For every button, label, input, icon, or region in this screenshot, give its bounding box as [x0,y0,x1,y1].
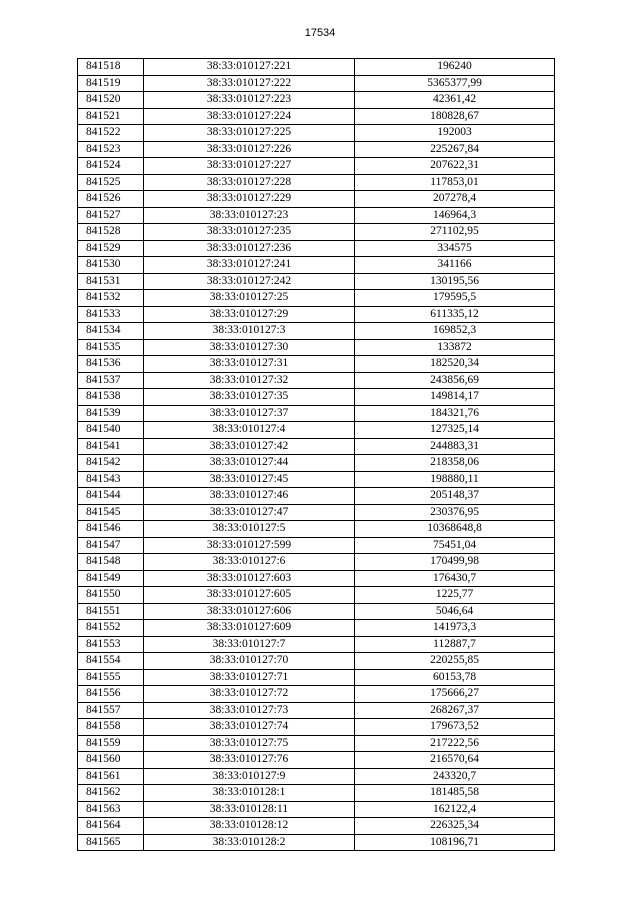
table-row [78,59,555,76]
cadastral-number-cell: 38:33:010127:25 [144,290,355,307]
cadastral-value-cell: 175666,27 [355,686,555,703]
cadastral-value-cell: 130195,56 [355,273,555,290]
cadastral-value-cell: 60153,78 [355,669,555,686]
cadastral-number-cell: 38:33:010127:30 [144,339,355,356]
cadastral-number-cell: 38:33:010127:45 [144,471,355,488]
cadastral-value-cell: 216570,64 [355,752,555,769]
table-row [78,537,555,554]
table-row [78,273,555,290]
cadastral-value-cell: 1225,77 [355,587,555,604]
table-row [78,521,555,538]
table-row [78,570,555,587]
cadastral-number-cell: 38:33:010127:605 [144,587,355,604]
row-number-cell: 841523 [78,141,144,158]
table-row [78,785,555,802]
row-number-cell: 841518 [78,59,144,76]
cadastral-value-cell: 192003 [355,125,555,142]
cadastral-value-cell: 42361,42 [355,92,555,109]
cadastral-number-cell: 38:33:010128:2 [144,834,355,851]
row-number-cell: 841525 [78,174,144,191]
cadastral-value-cell: 162122,4 [355,801,555,818]
cadastral-value-cell: 341166 [355,257,555,274]
table-row [78,653,555,670]
row-number-cell: 841543 [78,471,144,488]
cadastral-number-cell: 38:33:010128:12 [144,818,355,835]
cadastral-number-cell: 38:33:010127:228 [144,174,355,191]
row-number-cell: 841521 [78,108,144,125]
table-row [78,752,555,769]
cadastral-number-cell: 38:33:010127:76 [144,752,355,769]
cadastral-number-cell: 38:33:010127:72 [144,686,355,703]
cadastral-value-cell: 218358,06 [355,455,555,472]
row-number-cell: 841554 [78,653,144,670]
row-number-cell: 841542 [78,455,144,472]
row-number-cell: 841535 [78,339,144,356]
cadastral-value-cell: 271102,95 [355,224,555,241]
cadastral-number-cell: 38:33:010127:222 [144,75,355,92]
table-row [78,240,555,257]
cadastral-number-cell: 38:33:010127:23 [144,207,355,224]
table-row [78,620,555,637]
table-row [78,191,555,208]
cadastral-number-cell: 38:33:010127:74 [144,719,355,736]
cadastral-number-cell: 38:33:010127:42 [144,438,355,455]
cadastral-number-cell: 38:33:010127:225 [144,125,355,142]
table-row [78,818,555,835]
cadastral-number-cell: 38:33:010127:35 [144,389,355,406]
table-row [78,75,555,92]
table-row [78,471,555,488]
cadastral-number-cell: 38:33:010127:224 [144,108,355,125]
cadastral-value-cell: 334575 [355,240,555,257]
cadastral-value-cell: 207622,31 [355,158,555,175]
cadastral-number-cell: 38:33:010127:223 [144,92,355,109]
row-number-cell: 841519 [78,75,144,92]
cadastral-number-cell: 38:33:010127:603 [144,570,355,587]
row-number-cell: 841529 [78,240,144,257]
row-number-cell: 841524 [78,158,144,175]
row-number-cell: 841522 [78,125,144,142]
cadastral-number-cell: 38:33:010127:7 [144,636,355,653]
table-row [78,686,555,703]
cadastral-number-cell: 38:33:010127:9 [144,768,355,785]
cadastral-number-cell: 38:33:010127:5 [144,521,355,538]
table-row [78,636,555,653]
row-number-cell: 841558 [78,719,144,736]
cadastral-value-cell: 243320,7 [355,768,555,785]
cadastral-number-cell: 38:33:010127:37 [144,405,355,422]
cadastral-value-cell: 611335,12 [355,306,555,323]
table-row [78,455,555,472]
cadastral-value-cell: 176430,7 [355,570,555,587]
row-number-cell: 841538 [78,389,144,406]
table-row [78,438,555,455]
row-number-cell: 841539 [78,405,144,422]
cadastral-value-cell: 217222,56 [355,735,555,752]
row-number-cell: 841548 [78,554,144,571]
cadastral-number-cell: 38:33:010127:4 [144,422,355,439]
cadastral-value-cell: 149814,17 [355,389,555,406]
row-number-cell: 841520 [78,92,144,109]
table-row [78,323,555,340]
row-number-cell: 841533 [78,306,144,323]
cadastral-number-cell: 38:33:010127:31 [144,356,355,373]
cadastral-number-cell: 38:33:010127:606 [144,603,355,620]
table-row [78,422,555,439]
cadastral-value-table [77,58,555,851]
row-number-cell: 841540 [78,422,144,439]
cadastral-value-cell: 205148,37 [355,488,555,505]
cadastral-value-cell: 268267,37 [355,702,555,719]
cadastral-number-cell: 38:33:010127:226 [144,141,355,158]
table-row [78,504,555,521]
table-row [78,372,555,389]
table-row [78,174,555,191]
cadastral-value-cell: 181485,58 [355,785,555,802]
cadastral-value-cell: 182520,34 [355,356,555,373]
table-row [78,719,555,736]
row-number-cell: 841559 [78,735,144,752]
row-number-cell: 841563 [78,801,144,818]
table-body [78,59,555,851]
row-number-cell: 841561 [78,768,144,785]
row-number-cell: 841550 [78,587,144,604]
table-row [78,669,555,686]
table-row [78,125,555,142]
cadastral-number-cell: 38:33:010127:221 [144,59,355,76]
table-row [78,834,555,851]
cadastral-number-cell: 38:33:010127:47 [144,504,355,521]
table-row [78,488,555,505]
table-row [78,603,555,620]
row-number-cell: 841560 [78,752,144,769]
row-number-cell: 841556 [78,686,144,703]
table-row [78,108,555,125]
cadastral-number-cell: 38:33:010127:242 [144,273,355,290]
cadastral-value-cell: 220255,85 [355,653,555,670]
cadastral-value-cell: 75451,04 [355,537,555,554]
cadastral-number-cell: 38:33:010128:1 [144,785,355,802]
row-number-cell: 841549 [78,570,144,587]
cadastral-value-cell: 146964,3 [355,207,555,224]
cadastral-number-cell: 38:33:010127:44 [144,455,355,472]
row-number-cell: 841541 [78,438,144,455]
cadastral-number-cell: 38:33:010127:599 [144,537,355,554]
row-number-cell: 841536 [78,356,144,373]
table-row [78,207,555,224]
cadastral-value-cell: 5365377,99 [355,75,555,92]
cadastral-number-cell: 38:33:010127:227 [144,158,355,175]
cadastral-number-cell: 38:33:010127:235 [144,224,355,241]
cadastral-value-cell: 184321,76 [355,405,555,422]
cadastral-value-cell: 10368648,8 [355,521,555,538]
cadastral-number-cell: 38:33:010127:241 [144,257,355,274]
cadastral-value-cell: 198880,11 [355,471,555,488]
row-number-cell: 841527 [78,207,144,224]
cadastral-number-cell: 38:33:010127:75 [144,735,355,752]
cadastral-number-cell: 38:33:010127:32 [144,372,355,389]
cadastral-value-cell: 207278,4 [355,191,555,208]
table-row [78,389,555,406]
cadastral-value-cell: 112887,7 [355,636,555,653]
cadastral-number-cell: 38:33:010127:229 [144,191,355,208]
row-number-cell: 841564 [78,818,144,835]
cadastral-value-cell: 127325,14 [355,422,555,439]
cadastral-value-cell: 117853,01 [355,174,555,191]
cadastral-number-cell: 38:33:010127:29 [144,306,355,323]
table-row [78,339,555,356]
table-row [78,405,555,422]
cadastral-value-cell: 141973,3 [355,620,555,637]
cadastral-number-cell: 38:33:010127:73 [144,702,355,719]
cadastral-number-cell: 38:33:010127:236 [144,240,355,257]
cadastral-number-cell: 38:33:010127:46 [144,488,355,505]
row-number-cell: 841565 [78,834,144,851]
table-row [78,356,555,373]
table-row [78,306,555,323]
table-row [78,290,555,307]
cadastral-value-cell: 244883,31 [355,438,555,455]
row-number-cell: 841528 [78,224,144,241]
cadastral-number-cell: 38:33:010127:70 [144,653,355,670]
cadastral-number-cell: 38:33:010127:6 [144,554,355,571]
cadastral-value-cell: 133872 [355,339,555,356]
row-number-cell: 841557 [78,702,144,719]
cadastral-value-cell: 225267,84 [355,141,555,158]
table-row [78,141,555,158]
page-number: 17534 [304,27,336,39]
cadastral-value-cell: 5046,64 [355,603,555,620]
row-number-cell: 841531 [78,273,144,290]
table-row [78,257,555,274]
cadastral-value-cell: 230376,95 [355,504,555,521]
table-row [78,92,555,109]
cadastral-number-cell: 38:33:010127:71 [144,669,355,686]
row-number-cell: 841551 [78,603,144,620]
cadastral-number-cell: 38:33:010127:3 [144,323,355,340]
table-row [78,801,555,818]
cadastral-number-cell: 38:33:010127:609 [144,620,355,637]
cadastral-value-cell: 226325,34 [355,818,555,835]
row-number-cell: 841532 [78,290,144,307]
row-number-cell: 841562 [78,785,144,802]
row-number-cell: 841547 [78,537,144,554]
row-number-cell: 841526 [78,191,144,208]
cadastral-value-cell: 108196,71 [355,834,555,851]
cadastral-value-cell: 243856,69 [355,372,555,389]
cadastral-value-cell: 170499,98 [355,554,555,571]
table-row [78,158,555,175]
table-row [78,554,555,571]
cadastral-value-cell: 180828,67 [355,108,555,125]
cadastral-value-cell: 196240 [355,59,555,76]
row-number-cell: 841553 [78,636,144,653]
table-row [78,768,555,785]
row-number-cell: 841545 [78,504,144,521]
row-number-cell: 841546 [78,521,144,538]
row-number-cell: 841530 [78,257,144,274]
cadastral-number-cell: 38:33:010128:11 [144,801,355,818]
row-number-cell: 841552 [78,620,144,637]
table-row [78,224,555,241]
row-number-cell: 841534 [78,323,144,340]
cadastral-value-cell: 179673,52 [355,719,555,736]
row-number-cell: 841555 [78,669,144,686]
cadastral-value-cell: 179595,5 [355,290,555,307]
row-number-cell: 841544 [78,488,144,505]
table-row [78,587,555,604]
cadastral-value-cell: 169852,3 [355,323,555,340]
row-number-cell: 841537 [78,372,144,389]
table-row [78,702,555,719]
table-row [78,735,555,752]
